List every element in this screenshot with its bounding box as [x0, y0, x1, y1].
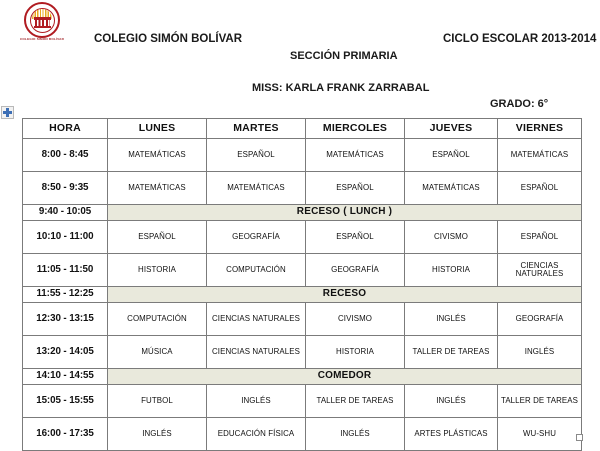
logo-temple-base: [34, 26, 51, 28]
subject-cell: ARTES PLÁSTICAS: [405, 418, 498, 451]
column-header-miercoles: MIERCOLES: [306, 119, 405, 139]
subject-cell: MATEMÁTICAS: [108, 172, 207, 205]
subject-cell: EDUCACIÓN FÍSICA: [207, 418, 306, 451]
school-name: COLEGIO SIMÓN BOLÍVAR: [94, 33, 243, 45]
subject-cell: MATEMÁTICAS: [108, 139, 207, 172]
table-resize-handle[interactable]: [576, 434, 583, 441]
subject-cell: GEOGRAFÍA: [498, 303, 582, 336]
column-header-hora: HORA: [23, 119, 108, 139]
time-cell: 10:10 - 11:00: [23, 221, 108, 254]
time-cell: 11:05 - 11:50: [23, 254, 108, 287]
subject-cell: TALLER DE TAREAS: [498, 385, 582, 418]
time-cell: 9:40 - 10:05: [23, 205, 108, 221]
subject-cell: HISTORIA: [405, 254, 498, 287]
schedule-row: [23, 336, 582, 369]
time-cell: 16:00 - 17:35: [23, 418, 108, 451]
subject-cell: INGLÉS: [306, 418, 405, 451]
subject-cell: WU-SHU: [498, 418, 582, 451]
break-label-cell: COMEDOR: [108, 369, 582, 385]
subject-cell: ESPAÑOL: [498, 221, 582, 254]
time-cell: 12:30 - 13:15: [23, 303, 108, 336]
subject-cell: MATEMÁTICAS: [405, 172, 498, 205]
subject-cell: CIENCIAS NATURALES: [498, 254, 582, 287]
time-cell: 13:20 - 14:05: [23, 336, 108, 369]
subject-cell: HISTORIA: [306, 336, 405, 369]
schedule-row: [23, 254, 582, 287]
subject-cell: COMPUTACIÓN: [108, 303, 207, 336]
subject-cell: TALLER DE TAREAS: [405, 336, 498, 369]
time-cell: 14:10 - 14:55: [23, 369, 108, 385]
time-cell: 11:55 - 12:25: [23, 287, 108, 303]
break-label-cell: RECESO: [108, 287, 582, 303]
teacher-name: MISS: KARLA FRANK ZARRABAL: [252, 82, 430, 94]
subject-cell: HISTORIA: [108, 254, 207, 287]
move-cross-icon: [3, 108, 12, 117]
break-row: [23, 205, 582, 221]
subject-cell: FUTBOL: [108, 385, 207, 418]
subject-cell: CIVISMO: [306, 303, 405, 336]
subject-cell: COMPUTACIÓN: [207, 254, 306, 287]
subject-cell: INGLÉS: [108, 418, 207, 451]
subject-cell: INGLÉS: [405, 303, 498, 336]
school-section: SECCIÓN PRIMARIA: [290, 50, 398, 62]
subject-cell: ESPAÑOL: [498, 172, 582, 205]
subject-cell: ESPAÑOL: [306, 221, 405, 254]
time-cell: 8:00 - 8:45: [23, 139, 108, 172]
subject-cell: MATEMÁTICAS: [207, 172, 306, 205]
schedule-row: [23, 303, 582, 336]
subject-cell: MATEMÁTICAS: [306, 139, 405, 172]
document-header: [0, 0, 600, 112]
subject-cell: MATEMÁTICAS: [498, 139, 582, 172]
subject-cell: CIVISMO: [405, 221, 498, 254]
column-header-lunes: LUNES: [108, 119, 207, 139]
table-move-handle-icon[interactable]: [1, 106, 14, 119]
break-label-cell: RECESO ( LUNCH ): [108, 205, 582, 221]
grade-label: GRADO: 6°: [490, 98, 549, 110]
time-cell: 15:05 - 15:55: [23, 385, 108, 418]
subject-cell: ESPAÑOL: [108, 221, 207, 254]
subject-cell: INGLÉS: [405, 385, 498, 418]
subject-cell: ESPAÑOL: [207, 139, 306, 172]
subject-cell: INGLÉS: [207, 385, 306, 418]
subject-cell: ESPAÑOL: [405, 139, 498, 172]
break-row: [23, 369, 582, 385]
subject-cell: MÚSICA: [108, 336, 207, 369]
subject-cell: TALLER DE TAREAS: [306, 385, 405, 418]
subject-cell: ESPAÑOL: [306, 172, 405, 205]
column-header-viernes: VIERNES: [498, 119, 582, 139]
break-row: [23, 287, 582, 303]
subject-cell: CIENCIAS NATURALES: [207, 336, 306, 369]
school-logo-icon: [20, 2, 64, 42]
schedule-row: [23, 139, 582, 172]
subject-cell: INGLÉS: [498, 336, 582, 369]
schedule-row: [23, 385, 582, 418]
time-cell: 8:50 - 9:35: [23, 172, 108, 205]
logo-temple: [34, 17, 51, 27]
column-header-jueves: JUEVES: [405, 119, 498, 139]
school-cycle: CICLO ESCOLAR 2013-2014: [443, 33, 597, 45]
subject-cell: GEOGRAFÍA: [306, 254, 405, 287]
schedule-row: [23, 221, 582, 254]
subject-cell: GEOGRAFÍA: [207, 221, 306, 254]
logo-text: COLEGIO SIMÓN BOLÍVAR: [20, 37, 65, 41]
table-header-row: [23, 119, 582, 139]
weekly-schedule-table: [22, 118, 582, 451]
schedule-row: [23, 172, 582, 205]
column-header-martes: MARTES: [207, 119, 306, 139]
logo-seal: [24, 2, 60, 38]
subject-cell: CIENCIAS NATURALES: [207, 303, 306, 336]
